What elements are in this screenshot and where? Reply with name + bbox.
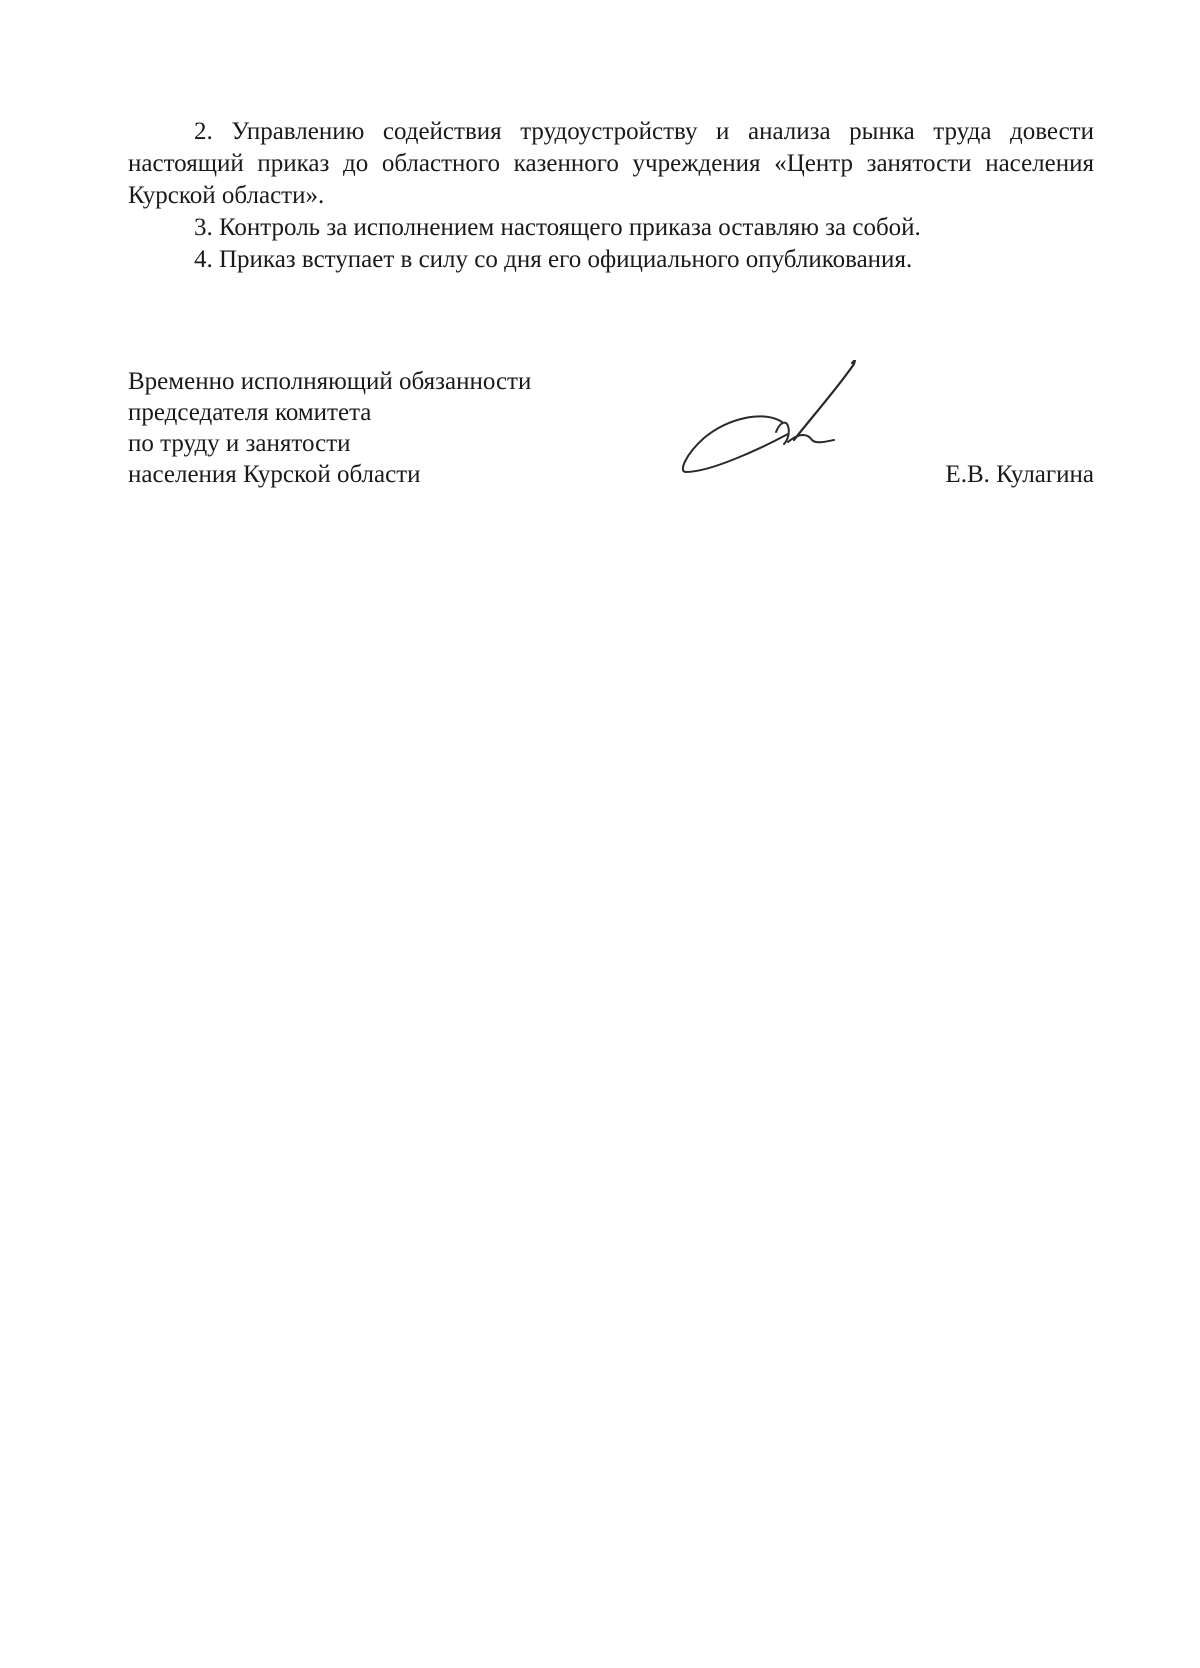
handwritten-signature: [676, 360, 876, 480]
signature-block: [128, 366, 1094, 506]
position-line: по труду и занятости: [128, 430, 351, 457]
order-text: [128, 116, 1094, 276]
signer-name: Е.В. Кулагина: [945, 461, 1094, 488]
paragraph-3: 3. Контроль за исполнением настоящего приказа оставляю за собой.: [194, 214, 921, 241]
position-line: населения Курской области: [128, 461, 421, 488]
position-line: председателя комитета: [128, 399, 372, 426]
position-line: Временно исполняющий обязанности: [128, 368, 532, 395]
paragraph-2: 2. Управлению содействия трудоустройству и анализа рынка труда довести настоящий приказ до областного казенного учреждения «Центр занятости населения Курской области».: [128, 118, 1094, 209]
paragraph-4: 4. Приказ вступает в силу со дня его официального опубликования.: [194, 246, 913, 273]
signer-position: [128, 366, 531, 490]
